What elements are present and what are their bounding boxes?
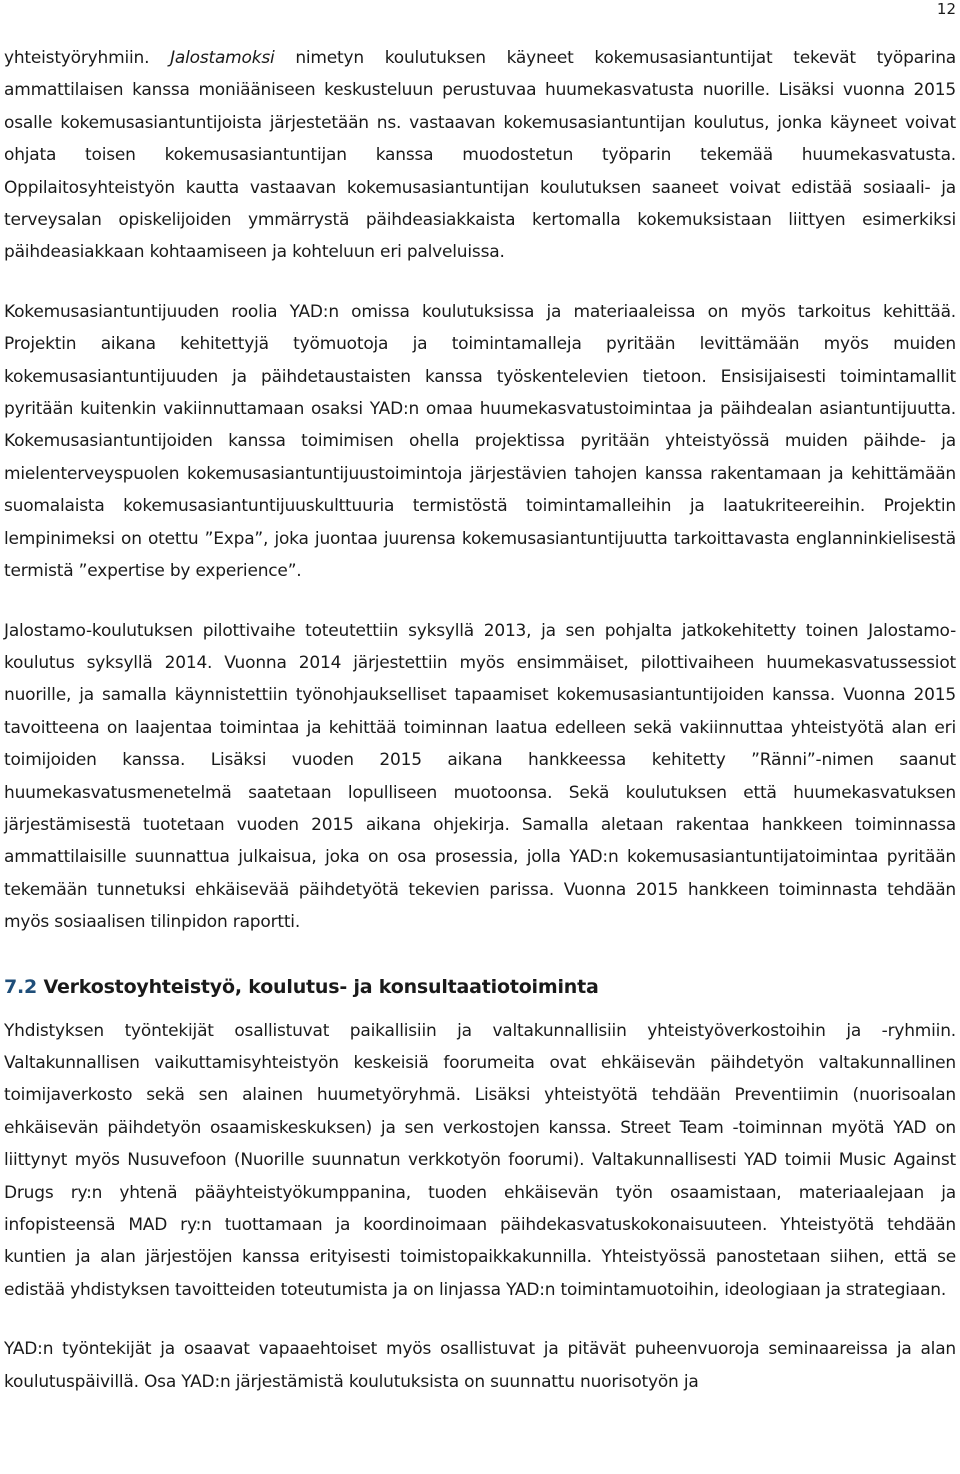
paragraph-2: Kokemusasiantuntijuuden roolia YAD:n omissa koulutuksissa ja materiaaleissa on myös tarkoitus kehittää. Projektin aikana kehitettyjä työmuotoja ja toimintamalleja pyritään levittämään myös muiden kokemusasiantuntijuuden ja päihdetaustaisten kanssa työskentelevien tietoon. Ensisijaisesti toimintamallit pyritään kuitenkin vakiinnuttamaan osaksi YAD:n omaa huumekasvatustoimintaa ja päihdealan asiantuntijuutta. Kokemusasiantuntijoiden kanssa toimimisen ohella projektissa pyritään yhteistyössä muiden päihde- ja mielenterveyspuolen kokemusasiantuntijuustoimintoja järjestävien tahojen kanssa rakentamaan ja kehittämään suomalaista kokemusasiantuntijuuskulttuuria termistöstä toimintamalleihin ja laatukriteereihin. Projektin lempinimeksi on otettu ”Expa”, joka juontaa juurensa kokemusasiantuntijuutta tarkoittavasta englanninkielisestä termistä ”expertise by experience”. [4, 301, 956, 582]
paragraph-1 [4, 42, 956, 269]
section-heading [4, 971, 956, 1003]
paragraph-1-body: nimetyn koulutuksen käyneet kokemusasiantuntijat tekevät työparina ammattilaisen kanssa moniääniseen keskusteluun perustuvaa huumekasvatusta nuorille. Lisäksi vuonna 2015 osalle kokemusasiantuntijoista järjestetään ns. vastaavan kokemusasiantuntijan koulutus, jonka käyneet voivat ohjata toisen kokemusasiantuntijan kanssa muodostetun työparin tekemää huumekasvatusta. Oppilaitosyhteistyön kautta vastaavan kokemusasiantuntijan koulutuksen saaneet voivat edistää sosiaali- ja terveysalan opiskelijoiden ymmärrystä päihdeasiakkaista kertomalla kokemuksistaan liittyen esimerkiksi päihdeasiakkaan kohtaamiseen ja kohteluun eri palveluissa. [4, 48, 957, 263]
paragraph-3: Jalostamo-koulutuksen pilottivaihe toteutettiin syksyllä 2013, ja sen pohjalta jatkokehitetty toinen Jalostamo-koulutus syksyllä 2014. Vuonna 2014 järjestettiin myös ensimmäiset, pilottivaiheen huumekasvatussessiot nuorille, ja samalla käynnistettiin työnohjaukselliset tapaamiset kokemusasiantuntijoiden kanssa. Vuonna 2015 tavoitteena on laajentaa toimintaa ja kehittää toiminnan laatua edelleen sekä vakiinnuttaa yhteistyötä alan eri toimijoiden kanssa. Lisäksi vuoden 2015 aikana hankkeessa kehitetty ”Ränni”-nimen saanut huumekasvatusmenetelmä saatetaan lopulliseen muotoonsa. Sekä koulutuksen että huumekasvatuksen järjestämisestä tuotetaan vuoden 2015 aikana ohjekirja. Samalla aletaan rakentaa hankkeen toiminnassa ammattilaisille suunnattua julkaisua, joka on osa prosessia, jolla YAD:n kokemusasiantuntijatoimintaa pyritään tekemään tunnetuksi ehkäisevää päihdetyötä tekevien parissa. Vuonna 2015 hankkeen toiminnasta tehdään myös sosiaalisen tilinpidon raportti. [4, 620, 956, 933]
section-paragraph-2: YAD:n työntekijät ja osaavat vapaaehtoiset myös osallistuvat ja pitävät puheenvuoroja seminaareissa ja alan koulutuspäivillä. Osa YAD:n järjestämistä koulutuksista on suunnattu nuorisotyön ja [4, 1339, 956, 1392]
section-paragraph-1: Yhdistyksen työntekijät osallistuvat paikallisiin ja valtakunnallisiin yhteistyöverkostoihin ja -ryhmiin. Valtakunnallisen vaikuttamisyhteistyön keskeisiä foorumeita ovat ehkäisevän päihdetyön valtakunnallinen toimijaverkosto sekä sen alainen huumetyöryhmä. Lisäksi yhteistyötä tehdään Preventiimin (nuorisoalan ehkäisevän päihdetyön osaamiskeskuksen) ja sen verkostojen kanssa. Street Team -toiminnan myötä YAD on liittynyt myös Nusuvefoon (Nuorille suunnatun verkkotyön foorumi). Valtakunnallisesti YAD toimii Music Against Drugs ry:n yhtenä pääyhteistyökumppanina, tuoden ehkäisevän työn osaamistaan, materiaalejaan ja infopisteensä MAD ry:n tuottamaan ja koordinoimaan päihdekasvatuskokonaisuuteen. Yhteistyötä tehdään kuntien ja alan järjestöjen kanssa erityisesti toimistopaikkakunnilla. Yhteistyössä panostetaan siihen, että se edistää yhdistyksen tavoitteiden toteutumista ja on linjassa YAD:n toimintamuotoihin, ideologiaan ja strategiaan. [4, 1020, 956, 1300]
section-number: 7.2 [4, 975, 38, 998]
section-title: Verkostoyhteistyö, koulutus- ja konsultaatiotoiminta [37, 975, 599, 998]
paragraph-1-italic-term: Jalostamoksi [170, 48, 275, 68]
paragraph-1-lead: yhteistyöryhmiin. [4, 48, 171, 68]
document-body [4, 42, 956, 1398]
page-number: 12 [936, 0, 956, 18]
